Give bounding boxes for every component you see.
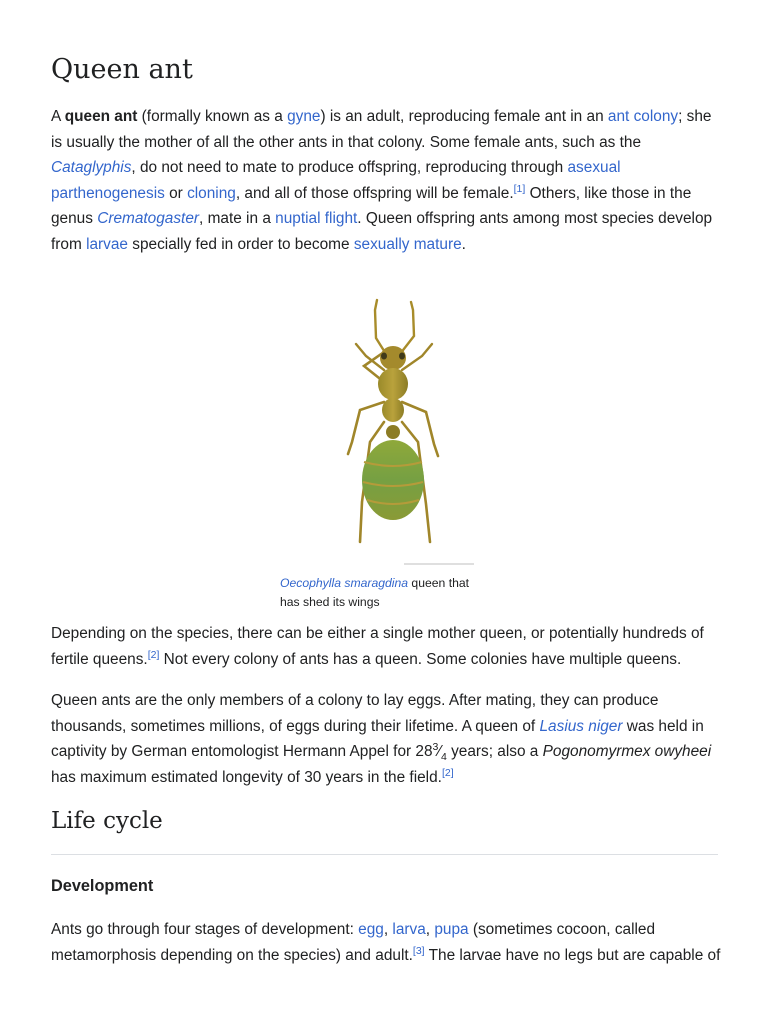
intro-paragraph bbox=[51, 104, 721, 258]
text: Others, like those in the genus bbox=[51, 184, 692, 228]
text: was held in captivity by German entomologist Hermann Appel for 28 bbox=[51, 717, 704, 761]
reference-link[interactable]: [3] bbox=[412, 944, 425, 957]
text: , mate in a bbox=[199, 210, 276, 228]
text: . bbox=[461, 235, 466, 253]
reference-link[interactable]: [2] bbox=[147, 648, 160, 661]
link-cloning[interactable]: cloning bbox=[187, 184, 236, 202]
text: Not every colony of ants has a queen. Some colonies have multiple queens. bbox=[159, 650, 682, 668]
link-gyne[interactable]: gyne bbox=[287, 108, 321, 125]
caption-text: queen that has shed its wings bbox=[280, 576, 470, 609]
paragraph bbox=[51, 621, 721, 672]
paragraph bbox=[51, 917, 721, 968]
figure bbox=[280, 292, 485, 609]
text: or bbox=[164, 184, 188, 202]
text: ) is an adult, reproducing female ant in an bbox=[320, 108, 608, 125]
text: (sometimes cocoon, called metamorphosis depending on the species) and adult. bbox=[51, 921, 656, 964]
text: Ants go through four stages of development: bbox=[51, 921, 359, 938]
text: (formally known as a bbox=[137, 108, 288, 125]
text: ; she is usually the mother of all the other ants in that colony. Some female ants, such as the bbox=[51, 108, 712, 151]
subsection-heading: Development bbox=[51, 877, 154, 895]
text: The larvae have no legs but are capable of bbox=[424, 946, 721, 964]
link-nuptial-flight[interactable]: nuptial flight bbox=[275, 210, 358, 228]
section-heading[interactable]: Life cycle bbox=[51, 808, 163, 834]
text: specially fed in order to become bbox=[127, 235, 354, 253]
link-egg[interactable]: egg bbox=[358, 921, 384, 938]
text: . Queen offspring ants among most species develop from bbox=[51, 210, 713, 253]
link-asexual-parthenogenesis[interactable]: asexual parthenogenesis bbox=[51, 159, 621, 202]
page-title: Queen ant bbox=[51, 54, 193, 85]
text: years; also a bbox=[446, 743, 543, 761]
link-larva[interactable]: larva bbox=[392, 921, 426, 938]
scale-bar bbox=[404, 558, 484, 568]
text: Queen ants are the only members of a colony to lay eggs. After mating, they can produce thousands, sometimes millions, of eggs during their lifetime. A queen of bbox=[51, 692, 659, 735]
link-larvae[interactable]: larvae bbox=[86, 235, 128, 253]
text: Depending on the species, there can be either a single mother queen, or potentially hundreds of fertile queens. bbox=[51, 625, 704, 668]
section-divider bbox=[51, 854, 718, 855]
fraction-denominator: 4 bbox=[440, 751, 447, 764]
link-lasius-niger[interactable]: Lasius niger bbox=[539, 717, 623, 735]
fraction-numerator: 3 bbox=[432, 741, 439, 754]
link-pupa[interactable]: pupa bbox=[434, 921, 469, 938]
text: , and all of those offspring will be female. bbox=[235, 184, 514, 202]
text: , bbox=[425, 921, 435, 938]
link-crematogaster[interactable]: Crematogaster bbox=[97, 210, 200, 228]
fraction-slash: ⁄ bbox=[438, 743, 441, 761]
bold-term: queen ant bbox=[64, 108, 138, 125]
caption-link[interactable]: Oecophylla smaragdina bbox=[280, 576, 409, 590]
text: , do not need to mate to produce offspring, reproducing through bbox=[131, 159, 568, 177]
figure-caption bbox=[280, 574, 485, 612]
reference-link[interactable]: [1] bbox=[513, 182, 526, 195]
text: , bbox=[383, 921, 393, 938]
link-sexually-mature[interactable]: sexually mature bbox=[353, 235, 462, 253]
species-name: Pogonomyrmex owyheei bbox=[542, 743, 712, 761]
ant-image[interactable] bbox=[280, 292, 485, 552]
link-ant-colony[interactable]: ant colony bbox=[607, 108, 679, 125]
link-cataglyphis[interactable]: Cataglyphis bbox=[51, 159, 132, 177]
text: A bbox=[51, 108, 65, 125]
text: has maximum estimated longevity of 30 years in the field. bbox=[51, 768, 442, 786]
paragraph bbox=[51, 688, 721, 790]
reference-link[interactable]: [2] bbox=[441, 766, 454, 779]
